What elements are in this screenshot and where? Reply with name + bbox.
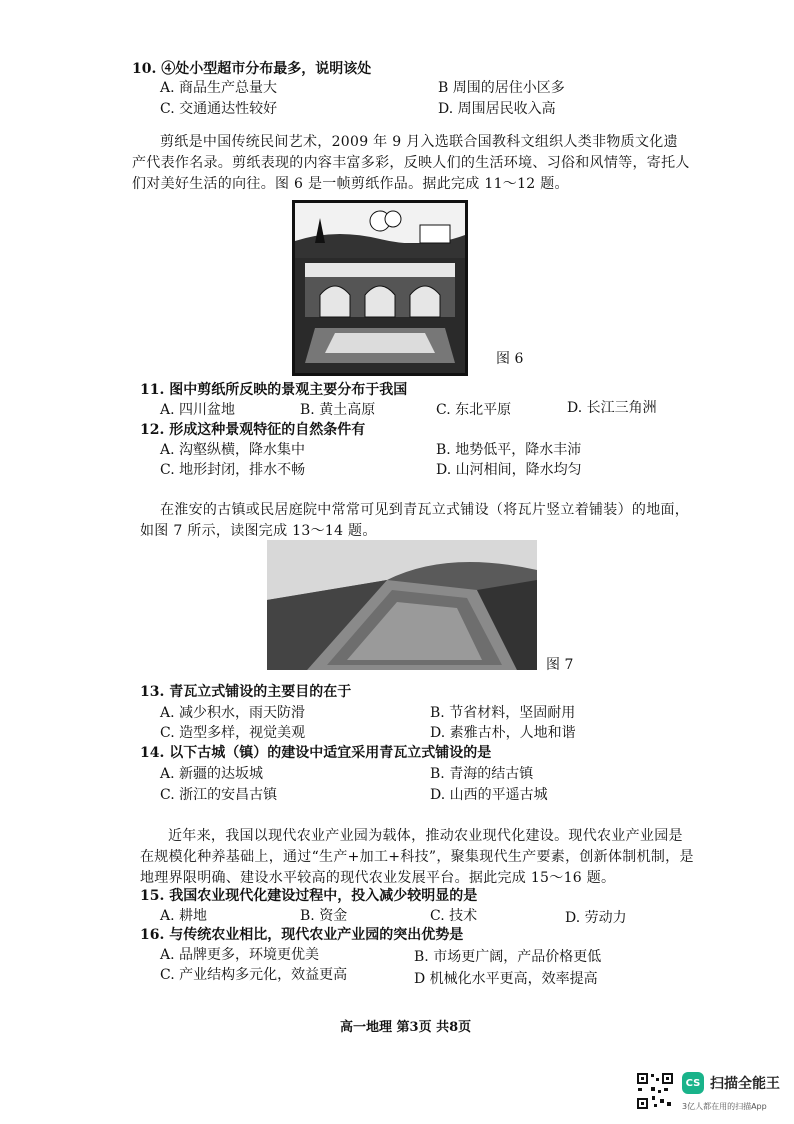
figure-7-tile-paving <box>267 540 537 670</box>
q13-option-a: A. 减少积水，雨天防滑 <box>160 705 306 721</box>
q10-stem: 10. ④处小型超市分布最多，说明该处 <box>132 61 372 77</box>
q12-option-b: B. 地势低平，降水丰沛 <box>436 442 582 458</box>
q15-stem: 15. 我国农业现代化建设过程中，投入减少较明显的是 <box>140 888 478 904</box>
paper-cutting-image <box>295 203 465 373</box>
q14-option-d: D. 山西的平遥古城 <box>430 787 548 803</box>
q16-option-d: D 机械化水平更高，效率提高 <box>414 971 598 987</box>
page-footer: 高一地理 第3页 共8页 <box>340 1020 472 1035</box>
q12-option-d: D. 山河相间，降水均匀 <box>436 462 582 478</box>
scanner-tagline: 3亿人都在用的扫描App <box>682 1102 767 1111</box>
q15-option-b: B. 资金 <box>300 908 348 924</box>
q10-option-a: A. 商品生产总量大 <box>160 80 278 96</box>
q16-option-c: C. 产业结构多元化，效益更高 <box>160 967 348 983</box>
figure-6-paper-cutting <box>292 200 468 376</box>
q11-option-b: B. 黄土高原 <box>300 402 376 418</box>
q11-option-a: A. 四川盆地 <box>160 402 236 418</box>
q13-stem: 13. 青瓦立式铺设的主要目的在于 <box>140 684 352 700</box>
q11-stem: 11. 图中剪纸所反映的景观主要分布于我国 <box>140 382 408 398</box>
q15-option-c: C. 技术 <box>430 908 478 924</box>
scanner-app-name: 扫描全能王 <box>710 1076 780 1092</box>
intro-tile-paving: 在淮安的古镇或民居庭院中常常可见到青瓦立式铺设（将瓦片竖立着铺装）的地面，如图 7 所示，读图完成 13～14 题。 <box>140 502 690 539</box>
q16-option-b: B. 市场更广阔，产品价格更低 <box>414 949 602 965</box>
q12-option-c: C. 地形封闭，排水不畅 <box>160 462 306 478</box>
q13-option-c: C. 造型多样，视觉美观 <box>160 725 306 741</box>
q16-option-a: A. 品牌更多，环境更优美 <box>160 947 320 963</box>
q14-stem: 14. 以下古城（镇）的建设中适宜采用青瓦立式铺设的是 <box>140 745 492 761</box>
q13-option-d: D. 素雅古朴，人地和谐 <box>430 725 576 741</box>
q11-option-d: D. 长江三角洲 <box>567 400 657 416</box>
scanner-badge <box>682 1072 780 1094</box>
q12-option-a: A. 沟壑纵横，降水集中 <box>160 442 306 458</box>
q11-option-c: C. 东北平原 <box>436 402 512 418</box>
q10-option-c: C. 交通通达性较好 <box>160 101 278 117</box>
intro-paper-cutting: 剪纸是中国传统民间艺术，2009 年 9 月入选联合国教科文组织人类非物质文化遗产代表作名录。剪纸表现的内容丰富多彩，反映人们的生活环境、习俗和风情等，寄托人们对美好生活的向往。图 6 是一帧剪纸作品。据此完成 11～12 题。 <box>132 134 690 192</box>
q12-stem: 12. 形成这种景观特征的自然条件有 <box>140 422 366 438</box>
q10-option-b: B 周围的居住小区多 <box>438 80 565 96</box>
q10-option-d: D. 周围居民收入高 <box>438 101 556 117</box>
figure-6-caption: 图 6 <box>496 351 524 367</box>
scanner-logo: CS <box>682 1072 704 1094</box>
q14-option-b: B. 青海的结古镇 <box>430 766 534 782</box>
qr-code <box>636 1072 674 1110</box>
q13-option-b: B. 节省材料，坚固耐用 <box>430 705 576 721</box>
q15-option-a: A. 耕地 <box>160 908 208 924</box>
qr-code-icon <box>636 1072 674 1110</box>
q15-option-d: D. 劳动力 <box>565 910 627 926</box>
tile-paving-image <box>267 540 537 670</box>
q16-stem: 16. 与传统农业相比，现代农业产业园的突出优势是 <box>140 927 464 943</box>
intro-modern-agriculture: 近年来，我国以现代农业产业园为载体，推动农业现代化建设。现代农业产业园是在规模化种养基础上，通过“生产+加工+科技”，聚集现代生产要素，创新体制机制，是地理界限明确、建设水平较高的现代农业发展平台。据此完成 15～16 题。 <box>140 828 694 886</box>
figure-7-caption: 图 7 <box>546 657 574 673</box>
q14-option-a: A. 新疆的达坂城 <box>160 766 264 782</box>
q14-option-c: C. 浙江的安昌古镇 <box>160 787 278 803</box>
